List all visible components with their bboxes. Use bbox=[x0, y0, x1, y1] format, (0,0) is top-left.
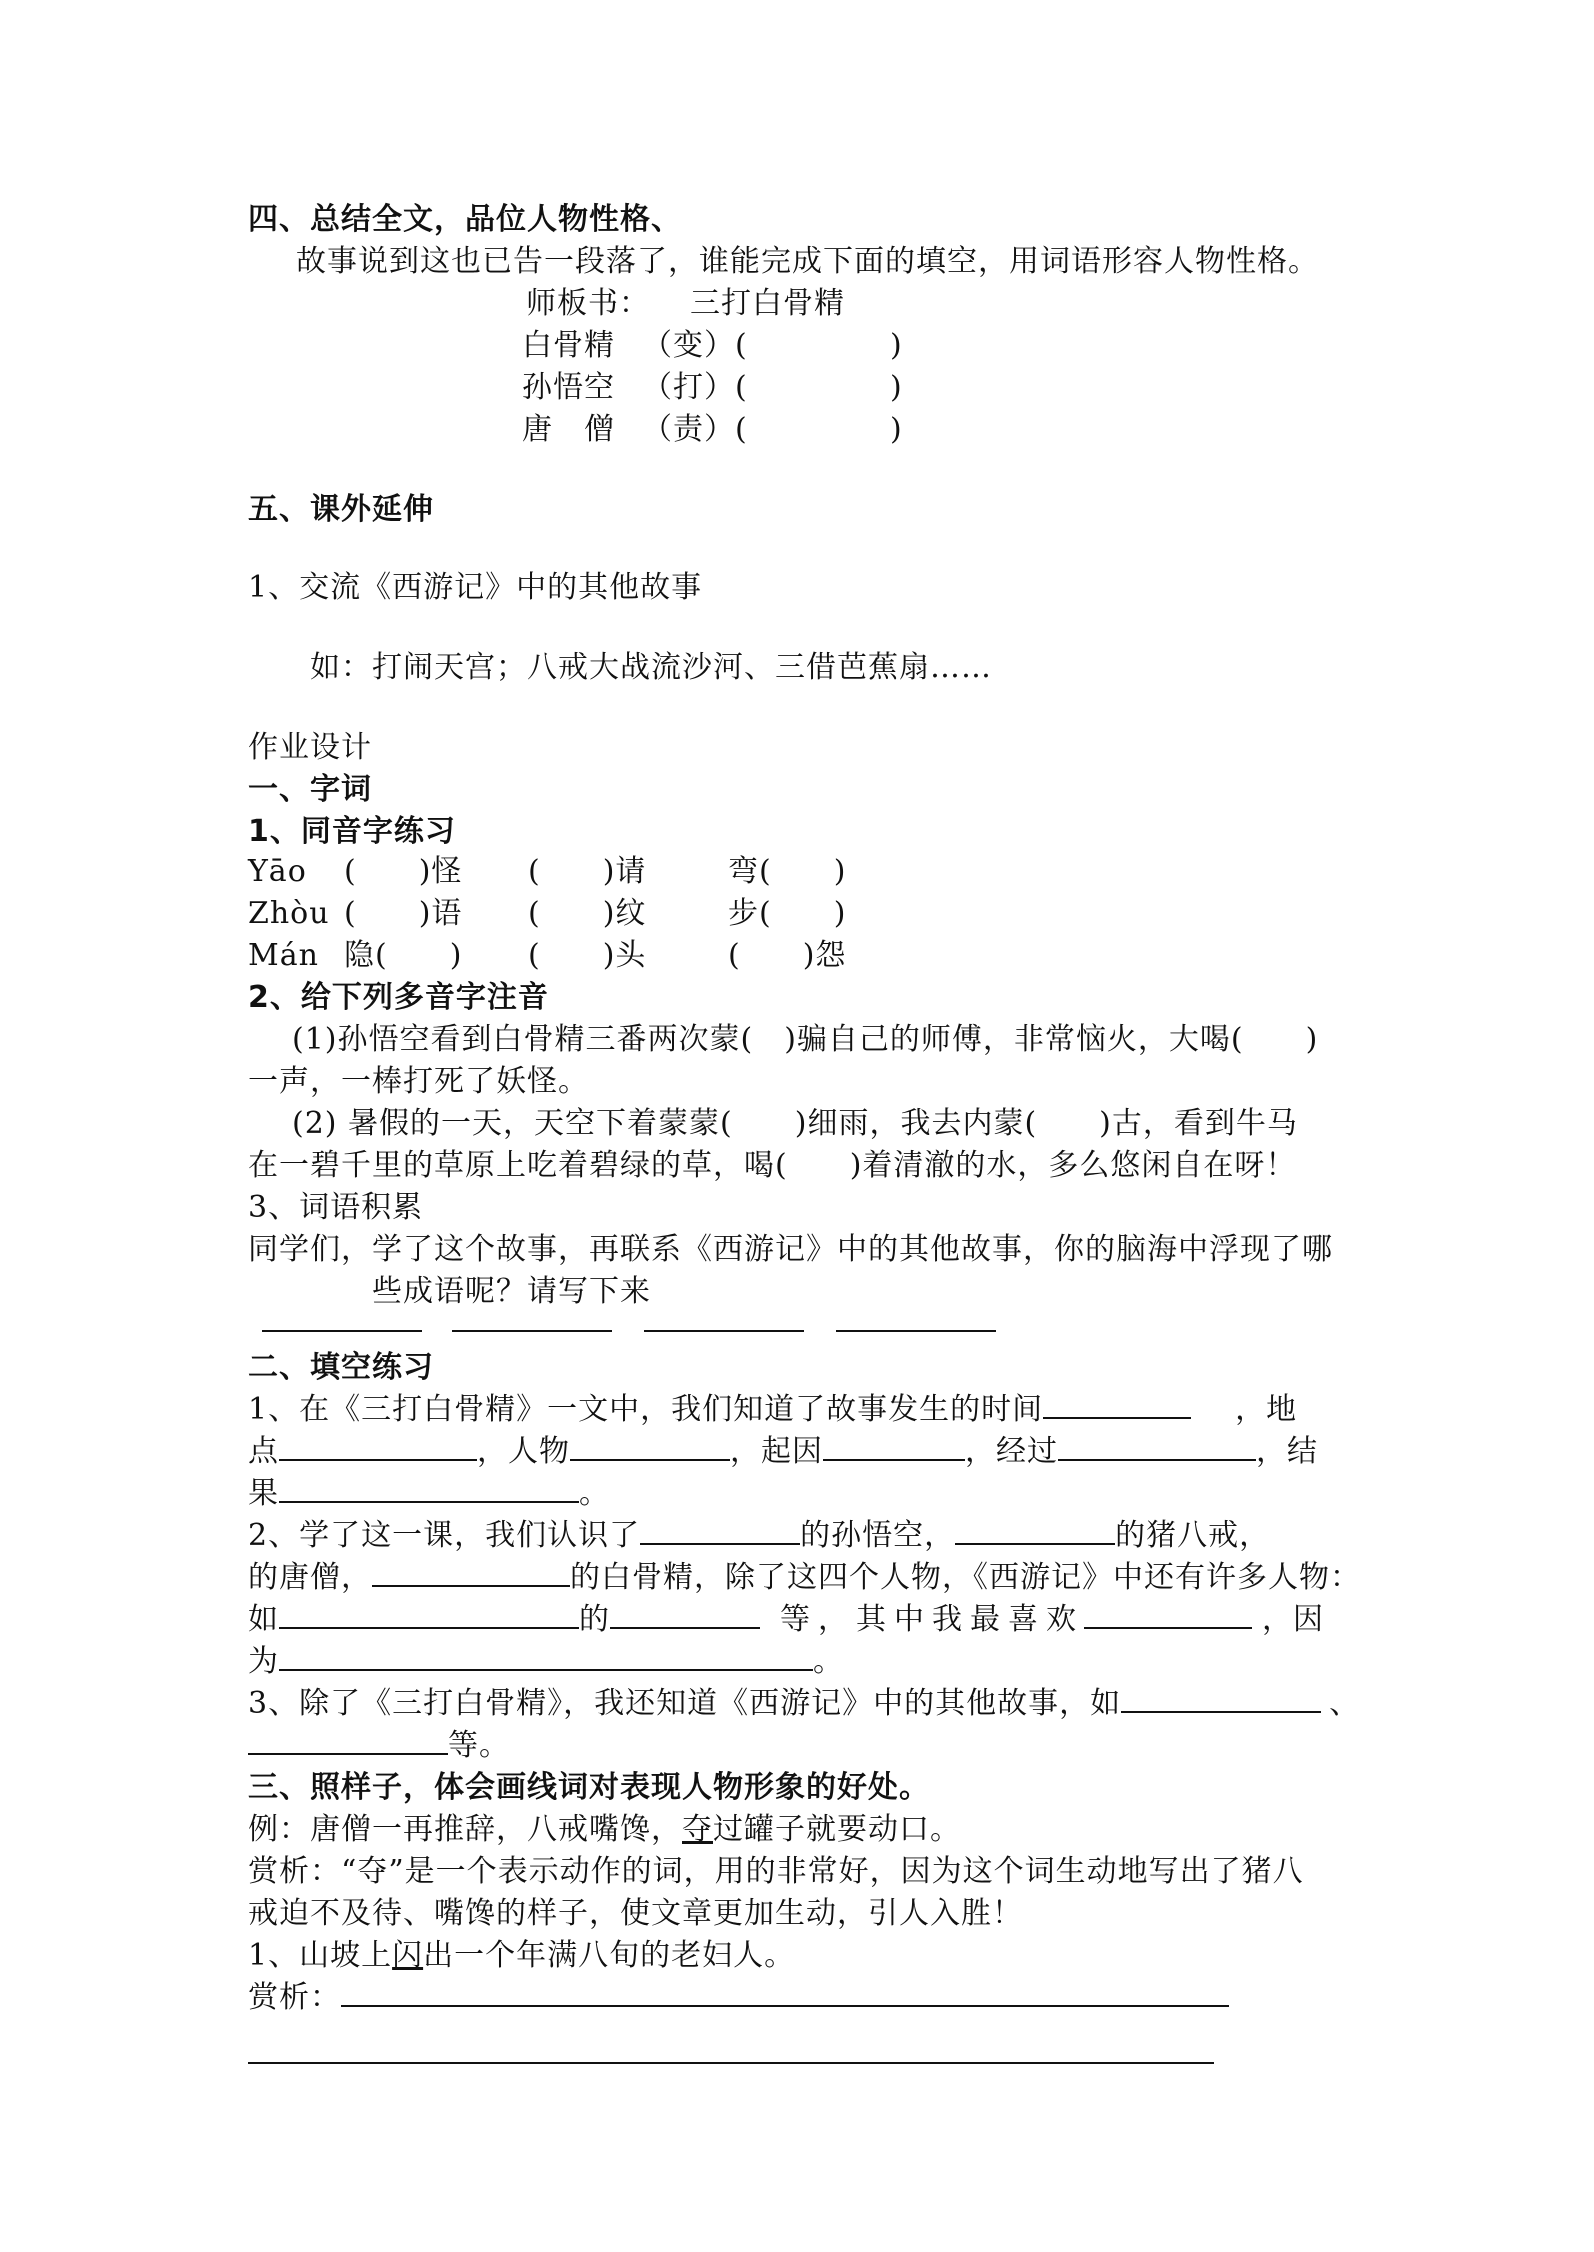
fill-text: ，人物 bbox=[477, 1434, 570, 1469]
fill-line bbox=[248, 1474, 610, 1514]
fill-line bbox=[248, 1684, 1360, 1724]
fill-line bbox=[248, 1558, 1361, 1598]
underlined-word: 夺 bbox=[682, 1812, 713, 1847]
board-row-close: ) bbox=[890, 412, 903, 447]
board-row bbox=[522, 410, 903, 450]
q2-line: 在一碧千里的草原上吃着碧绿的草，喝( )着清澈的水，多么悠闲自在呀！ bbox=[248, 1148, 1297, 1183]
board-row-name: 唐 僧 bbox=[522, 412, 615, 447]
fill-text: 的白骨精，除了这四个人物，《西游记》中还有许多人物： bbox=[570, 1560, 1361, 1595]
result-blank[interactable] bbox=[279, 1475, 579, 1503]
fill-text: 1、在《三打白骨精》一文中，我们知道了故事发生的时间 bbox=[248, 1392, 1044, 1427]
fill-text: 果 bbox=[248, 1476, 279, 1511]
section5-example: 如：打闹天宫；八戒大战流沙河、三借芭蕉扇…… bbox=[310, 650, 992, 685]
section4-intro: 故事说到这也已告一段落了，谁能完成下面的填空，用词语形容人物性格。 bbox=[296, 244, 1319, 279]
fill-text: 。 bbox=[813, 1644, 844, 1679]
idiom-blank[interactable] bbox=[262, 1330, 422, 1332]
homophone-b: ( )纹 bbox=[528, 896, 647, 931]
homophone-row bbox=[248, 936, 846, 976]
fill-text: 、 bbox=[1329, 1686, 1361, 1721]
board-row-name: 孙悟空 bbox=[522, 370, 615, 405]
fill-line bbox=[248, 1726, 510, 1766]
board-row bbox=[522, 368, 903, 408]
answer-label: 赏析： bbox=[248, 1980, 341, 2015]
q2-line: 一声，一棒打死了妖怪。 bbox=[248, 1064, 589, 1099]
analysis-line: 赏析：“夺”是一个表示动作的词，用的非常好，因为这个词生动地写出了猪八 bbox=[248, 1854, 1304, 1889]
part2-title: 二、填空练习 bbox=[248, 1350, 434, 1385]
homophone-b: ( )请 bbox=[528, 854, 647, 889]
part1-title: 一、字词 bbox=[248, 772, 372, 807]
fill-line bbox=[248, 1390, 1297, 1430]
q2-line: (1)孙悟空看到白骨精三番两次蒙( )骗自己的师傅，非常恼火，大喝( ) bbox=[292, 1022, 1319, 1057]
exercise-text: 1、山坡上 bbox=[248, 1938, 393, 1973]
fill-text: ，因 bbox=[1262, 1602, 1324, 1637]
fill-line bbox=[248, 1642, 844, 1682]
story-blank[interactable] bbox=[248, 1727, 448, 1755]
answer-blank[interactable] bbox=[248, 2062, 1214, 2064]
homework-title: 作业设计 bbox=[248, 730, 372, 765]
board-row-verb: （变）( bbox=[642, 328, 748, 363]
homophone-c: 步( ) bbox=[728, 896, 847, 931]
board-row-verb: （责）( bbox=[642, 412, 748, 447]
section5-item1: 1、交流《西游记》中的其他故事 bbox=[248, 570, 703, 605]
section4-title: 四、总结全文，品位人物性格、 bbox=[248, 202, 682, 237]
trait-blank[interactable] bbox=[372, 1559, 570, 1587]
fill-line bbox=[248, 1432, 1318, 1472]
story-blank[interactable] bbox=[1121, 1685, 1321, 1713]
trait-blank[interactable] bbox=[955, 1517, 1115, 1545]
fill-text: ，结 bbox=[1256, 1434, 1318, 1469]
fill-text: 。 bbox=[579, 1476, 610, 1511]
idiom-blank[interactable] bbox=[452, 1330, 612, 1332]
fill-text: 的 bbox=[579, 1602, 610, 1637]
homophone-a: 隐( ) bbox=[344, 938, 463, 973]
fill-text: 点 bbox=[248, 1434, 279, 1469]
people-blank[interactable] bbox=[570, 1433, 730, 1461]
idiom-blank[interactable] bbox=[836, 1330, 996, 1332]
board-row-close: ) bbox=[890, 370, 903, 405]
fill-text: 3、除了《三打白骨精》，我还知道《西游记》中的其他故事，如 bbox=[248, 1686, 1122, 1721]
board-label: 师板书： bbox=[526, 286, 650, 321]
homophone-c: ( )怨 bbox=[728, 938, 847, 973]
homophone-a: ( )怪 bbox=[344, 854, 463, 889]
answer-blank[interactable] bbox=[341, 1979, 1229, 2007]
time-blank[interactable] bbox=[1043, 1391, 1191, 1419]
place-blank[interactable] bbox=[279, 1433, 477, 1461]
process-blank[interactable] bbox=[1058, 1433, 1256, 1461]
fill-text: 如 bbox=[248, 1602, 279, 1637]
board-title: 三打白骨精 bbox=[690, 286, 845, 321]
fill-text: 的孙悟空， bbox=[800, 1518, 956, 1553]
cause-blank[interactable] bbox=[823, 1433, 965, 1461]
pinyin: Yāo bbox=[248, 854, 307, 889]
answer-line bbox=[248, 1978, 1229, 2018]
homophone-row bbox=[248, 852, 846, 892]
q3-title: 3、词语积累 bbox=[248, 1190, 424, 1225]
character-name-blank[interactable] bbox=[610, 1601, 760, 1629]
homophone-a: ( )语 bbox=[344, 896, 463, 931]
pinyin: Mán bbox=[248, 938, 319, 973]
favorite-blank[interactable] bbox=[1084, 1601, 1252, 1629]
q2-line: (2) 暑假的一天，天空下着蒙蒙( )细雨，我去内蒙( )古，看到牛马 bbox=[292, 1106, 1298, 1141]
example-text: 过罐子就要动口。 bbox=[713, 1812, 961, 1847]
homophone-row bbox=[248, 894, 846, 934]
homophone-b: ( )头 bbox=[528, 938, 647, 973]
q3-line: 同学们，学了这个故事，再联系《西游记》中的其他故事，你的脑海中浮现了哪 bbox=[248, 1232, 1333, 1267]
idiom-blank[interactable] bbox=[644, 1330, 804, 1332]
underlined-word: 闪 bbox=[392, 1938, 424, 1973]
analysis-line: 戒迫不及待、嘴馋的样子，使文章更加生动，引人入胜！ bbox=[248, 1896, 1023, 1931]
homophone-c: 弯( ) bbox=[728, 854, 847, 889]
reason-blank[interactable] bbox=[279, 1643, 813, 1671]
fill-line bbox=[248, 1600, 1324, 1640]
fill-text: 等。 bbox=[448, 1728, 510, 1763]
part3-title: 三、照样子，体会画线词对表现人物形象的好处。 bbox=[248, 1770, 930, 1805]
example-line bbox=[248, 1810, 961, 1850]
q2-title: 2、给下列多音字注音 bbox=[248, 980, 549, 1015]
exercise-text: 出一个年满八旬的老妇人。 bbox=[423, 1938, 796, 1973]
board-row-verb: （打）( bbox=[642, 370, 748, 405]
exercise-line bbox=[248, 1936, 795, 1976]
q3-line: 些成语呢？请写下来 bbox=[372, 1274, 651, 1309]
trait-blank[interactable] bbox=[640, 1517, 800, 1545]
fill-text: ，经过 bbox=[965, 1434, 1058, 1469]
character-trait-blank[interactable] bbox=[279, 1601, 579, 1629]
board-row-close: ) bbox=[890, 328, 903, 363]
fill-text: 为 bbox=[248, 1644, 279, 1679]
board-line bbox=[526, 284, 845, 324]
pinyin: Zhòu bbox=[248, 896, 330, 931]
fill-text: 等，其中我最喜欢 bbox=[780, 1602, 1084, 1637]
fill-text: 的唐僧， bbox=[248, 1560, 372, 1595]
board-row bbox=[522, 326, 903, 366]
fill-text: 的猪八戒， bbox=[1115, 1518, 1271, 1553]
fill-line bbox=[248, 1516, 1270, 1556]
board-row-name: 白骨精 bbox=[522, 328, 615, 363]
fill-text: ，起因 bbox=[730, 1434, 823, 1469]
q1-title: 1、同音字练习 bbox=[248, 814, 456, 849]
section5-title: 五、课外延伸 bbox=[248, 492, 434, 527]
fill-text: ，地 bbox=[1235, 1392, 1298, 1427]
example-text: 例：唐僧一再推辞，八戒嘴馋， bbox=[248, 1812, 682, 1847]
fill-text: 2、学了这一课，我们认识了 bbox=[248, 1518, 641, 1553]
